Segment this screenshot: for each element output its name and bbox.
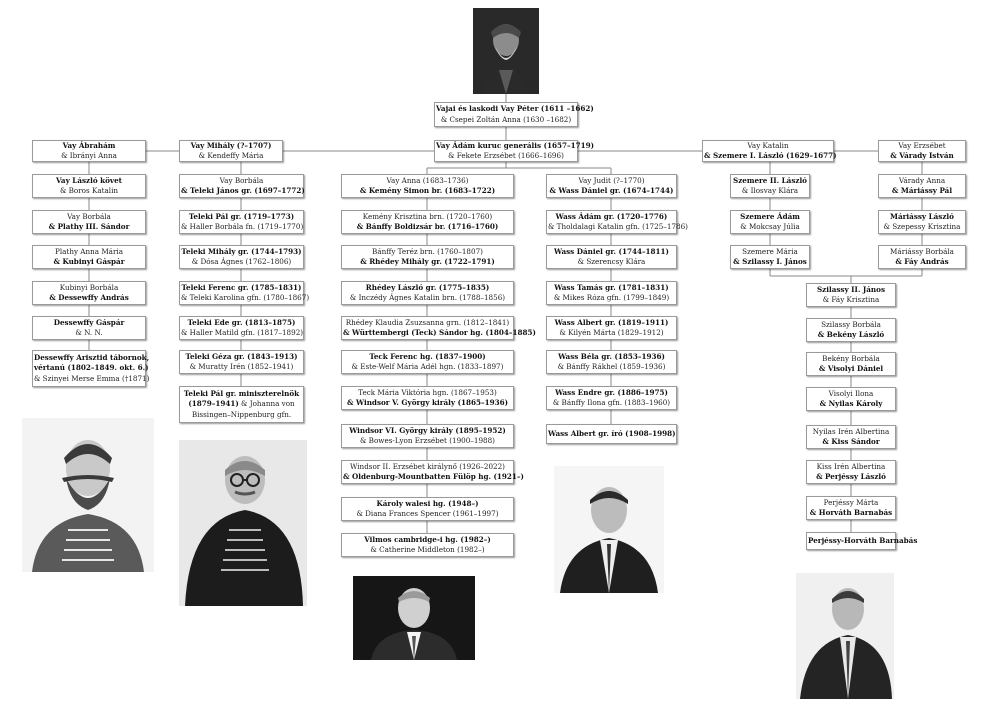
- person-node-col4: [546, 386, 677, 410]
- portrait-teleki-pal: [179, 440, 307, 606]
- spouse-name: & Wass Dániel gr. (1674–1744): [549, 186, 674, 195]
- person-name: Wass Tamás gr. (1781–1831): [554, 282, 669, 292]
- spouse-name: & Fáy Krisztina: [822, 295, 880, 304]
- person-name: Károly walesi hg. (1948–): [376, 498, 479, 508]
- person-node-col4: [546, 424, 677, 444]
- person-name: Perjéssy-Horváth Barnabás: [808, 535, 918, 545]
- person-node-col7: [806, 318, 896, 342]
- person-name: Teleki Ferenc gr. (1785–1831): [181, 282, 302, 292]
- person-node-col4: [546, 281, 677, 305]
- person-name: Bánffy Teréz brn. (1760–1807): [372, 246, 483, 256]
- person-name: Rhédey Klaudia Zsuzsanna grn. (1812–1841): [345, 317, 510, 327]
- spouse-name: & Tholdalagi Katalin gfn. (1725–1786): [548, 222, 688, 231]
- spouse-name: & Ilosvay Klára: [741, 186, 799, 195]
- person-name: Vay Katalin: [747, 140, 789, 150]
- spouse-name: & Perjéssy László: [816, 472, 886, 481]
- person-name: Vay Erzsébet: [898, 140, 946, 150]
- person-name: Vay Ábrahám: [62, 140, 116, 150]
- spouse-name: & Teleki János gr. (1697–1772): [181, 186, 305, 195]
- person-name: Teck Ferenc hg. (1837–1900): [369, 351, 486, 361]
- spouse-name: & Boros Katalin: [59, 186, 119, 195]
- spouse-name: & Bánffy Rákhel (1859–1936): [557, 362, 666, 371]
- spouse-name: & Rhédey Mihály gr. (1722–1791): [360, 257, 495, 266]
- portrait-dessewffy-image: [22, 418, 154, 572]
- spouse-name: & N. N.: [75, 328, 103, 337]
- person-name: Wass Endre gr. (1886–1975): [555, 387, 668, 397]
- person-node-col3: [341, 210, 514, 234]
- spouse-name: & Dessewffy András: [49, 293, 129, 302]
- person-node-col5: [730, 174, 810, 198]
- person-name: Vilmos cambridge-i hg. (1982–): [364, 534, 491, 544]
- person-node-col1: [32, 210, 146, 234]
- spouse-name: & Kemény Simon br. (1683–1722): [359, 186, 496, 195]
- spouse-name: & Bánffy Ilona gfn. (1883–1960): [552, 398, 671, 407]
- root-spouse: & Csepei Zoltán Anna (1630 –1682): [440, 114, 572, 124]
- person-name: Dessewffy Gáspár: [53, 317, 125, 327]
- person-name: Teleki Mihály gr. (1744–1793): [181, 246, 302, 256]
- person-node-col3: [341, 497, 514, 521]
- person-node-col2: [179, 350, 304, 374]
- person-name: Szemere Mária: [742, 246, 798, 256]
- person-node-col6: [878, 174, 966, 198]
- spouse-name: & Inczédy Ágnes Katalin brn. (1788–1856): [349, 293, 506, 302]
- person-node-col4: [546, 350, 677, 374]
- spouse-name: & Szinyei Merse Emma (†1871): [34, 373, 150, 383]
- spouse-name: & Kubinyi Gáspár: [53, 257, 125, 266]
- spouse-name: & Bekény László: [817, 330, 885, 339]
- portrait-perjessy-horvath: [796, 573, 894, 699]
- person-node-col3: [341, 350, 514, 374]
- portrait-vilmos-image: [353, 576, 475, 660]
- person-node-col2: [179, 210, 304, 234]
- spouse-name-cont: Bissingen–Nippenburg gfn.: [191, 409, 292, 419]
- person-node-col4: [546, 174, 677, 198]
- person-name: Vay Judit (?–1770): [578, 175, 645, 185]
- person-name: Dessewffy Arisztid tábornok,: [34, 353, 150, 363]
- person-years: (1879–1941): [188, 399, 239, 409]
- person-node-gen1: [434, 140, 594, 162]
- person-node-col6: [878, 245, 966, 269]
- person-node-col1: [32, 245, 146, 269]
- person-node-col7: [806, 532, 918, 550]
- person-node-root: [434, 102, 594, 127]
- root-name: Vajai és laskodi Vay Péter (1611 –1662): [436, 104, 594, 114]
- spouse-name: & Szemere I. László (1629–1677): [704, 151, 837, 160]
- spouse-name: & Dósa Ágnes (1762–1806): [191, 257, 292, 266]
- person-name: Perjéssy Márta: [823, 497, 879, 507]
- spouse-name: & Catherine Middleton (1982–): [370, 545, 485, 554]
- person-name: Szilassy Borbála: [821, 319, 881, 329]
- person-name: Vay László követ: [56, 175, 122, 185]
- person-name: Wass Albert gr. író (1908–1998): [548, 428, 676, 438]
- person-node-col6: [878, 210, 966, 234]
- person-name: Plathy Anna Mária: [55, 246, 123, 256]
- person-node-col1: [32, 174, 146, 198]
- person-node-col3: [341, 460, 524, 484]
- person-node-gen1: [878, 140, 966, 162]
- spouse-name: & Oldenburg-Mountbatten Fülöp hg. (1921–): [343, 472, 524, 481]
- person-node-col3: [341, 174, 514, 198]
- person-name: Várady Anna: [898, 175, 946, 185]
- person-node-col2: [179, 316, 304, 340]
- portrait-vay-peter-image: [473, 8, 539, 94]
- person-name: Rhédey László gr. (1775–1835): [365, 282, 490, 292]
- person-node-col4: [546, 210, 688, 234]
- person-node-col3: [341, 424, 514, 448]
- person-node-col7: [806, 496, 896, 520]
- spouse-name: & Windsor V. György király (1865–1936): [347, 398, 508, 407]
- spouse-name: & Haller Matild gfn. (1817–1892): [181, 328, 304, 337]
- person-name: Kubinyi Borbála: [59, 282, 119, 292]
- spouse-name: & Máriássy Pál: [891, 186, 953, 195]
- person-name: Visolyi Ilona: [828, 388, 874, 398]
- spouse-name: & Diana Frances Spencer (1961–1997): [356, 509, 499, 518]
- portrait-wass-albert: [554, 466, 664, 593]
- person-name: Szilassy II. János: [816, 284, 885, 294]
- person-node-col5: [730, 210, 810, 234]
- person-node-col3: [341, 245, 514, 269]
- person-name: Teleki Pál gr. (1719–1773): [188, 211, 295, 221]
- person-node-col3: [341, 386, 514, 410]
- spouse-name: & Horváth Barnabás: [809, 508, 893, 517]
- person-node-col1: [32, 350, 150, 387]
- portrait-wass-image: [554, 466, 664, 593]
- spouse-name: & Mokcsay Júlia: [740, 222, 800, 231]
- spouse-name: & Ibrányi Anna: [61, 151, 117, 160]
- person-name: Windsor VI. György király (1895–1952): [349, 425, 506, 435]
- person-name: Wass Albert gr. (1819–1911): [554, 317, 669, 327]
- person-node-col7: [806, 460, 896, 484]
- person-node-col1: [32, 316, 146, 340]
- spouse-name: & Szerencsy Klára: [577, 257, 646, 266]
- spouse-name: & Bánffy Boldizsár br. (1716–1760): [356, 222, 499, 231]
- person-name: Windsor II. Erzsébet királynő (1926–2022): [350, 461, 505, 471]
- person-name: Vay Mihály (?–1707): [190, 140, 272, 150]
- person-name: Nyilas Irén Albertina: [812, 426, 890, 436]
- person-name: Máriássy László: [890, 211, 954, 221]
- spouse-name: & Haller Borbála fn. (1719–1770): [181, 222, 304, 231]
- spouse-name: & Visolyi Dániel: [818, 364, 884, 373]
- portrait-vay-peter: [473, 8, 539, 94]
- person-node-col3: [341, 281, 514, 305]
- spouse-name: & Mikes Róza gfn. (1799–1849): [553, 293, 670, 302]
- person-node-col3: [341, 533, 514, 557]
- spouse-name: & Muratty Irén (1852–1941): [189, 362, 294, 371]
- person-name: Wass Dániel gr. (1744–1811): [554, 246, 669, 256]
- person-node-col7: [806, 425, 896, 449]
- person-node-col4: [546, 245, 677, 269]
- person-node-col4: [546, 316, 677, 340]
- person-node-col1: [32, 281, 146, 305]
- person-name: Wass Béla gr. (1853–1936): [558, 351, 665, 361]
- person-name: Vay Borbála: [67, 211, 111, 221]
- person-name: Szemere II. László: [733, 175, 807, 185]
- person-name: Kiss Irén Albertina: [816, 461, 886, 471]
- portrait-vilmos: [353, 576, 475, 660]
- person-node-col5: [730, 245, 810, 269]
- person-node-col3: [341, 316, 536, 340]
- person-node-col7: [806, 283, 896, 307]
- spouse-name: & Nyilas Károly: [819, 399, 883, 408]
- person-name: Vay Anna (1683–1736): [386, 175, 469, 185]
- person-name: Kemény Krisztina brn. (1720–1760): [362, 211, 493, 221]
- spouse-name: & Bowes-Lyon Erzsébet (1900–1988): [360, 436, 495, 445]
- spouse-name: & Plathy III. Sándor: [48, 222, 130, 231]
- spouse-name: & Várady István: [890, 151, 954, 160]
- spouse-name: & Szepessy Krisztina: [883, 222, 961, 231]
- person-node-col2: [179, 386, 304, 423]
- portrait-teleki-image: [179, 440, 307, 606]
- person-name-cont: vértanú (1802–1849. okt. 6.): [34, 363, 149, 373]
- person-name: Teck Mária Viktória hgn. (1867–1953): [358, 387, 497, 397]
- person-name: Teleki Pál gr. miniszterelnök: [183, 389, 300, 399]
- person-name: Wass Ádám gr. (1720–1776): [555, 211, 668, 221]
- person-node-col7: [806, 387, 896, 411]
- person-node-col7: [806, 352, 896, 376]
- spouse-name: & Teleki Karolina gfn. (1780–1867): [181, 293, 310, 302]
- spouse-name: & Württembergi (Teck) Sándor hg. (1804–1885): [343, 328, 536, 337]
- portrait-dessewffy-arisztid: [22, 418, 154, 572]
- person-name: Vay Borbála: [219, 175, 264, 185]
- spouse-name: & Fekete Erzsébet (1666–1696): [448, 151, 564, 160]
- spouse-name: & Kilyén Márta (1829–1912): [559, 328, 664, 337]
- person-node-col2: [179, 245, 304, 269]
- person-node-col2: [179, 281, 310, 305]
- spouse-name: & Szilassy I. János: [733, 257, 807, 266]
- spouse-name: & Kendeffy Mária: [198, 151, 264, 160]
- spouse-name: & Fáy András: [895, 257, 949, 266]
- person-node-col2: [179, 174, 304, 198]
- spouse-name: & Johanna von: [238, 399, 295, 409]
- person-name: Máriássy Borbála: [890, 246, 954, 256]
- portrait-perjessy-image: [796, 573, 894, 699]
- person-name: Teleki Ede gr. (1813–1875): [187, 317, 296, 327]
- person-name: Bekény Borbála: [822, 353, 880, 363]
- person-node-gen1: [32, 140, 146, 162]
- person-node-gen1: [702, 140, 837, 162]
- person-name: Vay Ádám kuruc generális (1657–1719): [436, 140, 594, 150]
- spouse-name: & Este-Welf Mária Adél hgn. (1833–1897): [351, 362, 504, 371]
- spouse-name: & Kiss Sándor: [822, 437, 880, 446]
- person-name: Teleki Géza gr. (1843–1913): [185, 351, 298, 361]
- person-node-gen1: [179, 140, 283, 162]
- person-name: Szemere Ádám: [740, 211, 800, 221]
